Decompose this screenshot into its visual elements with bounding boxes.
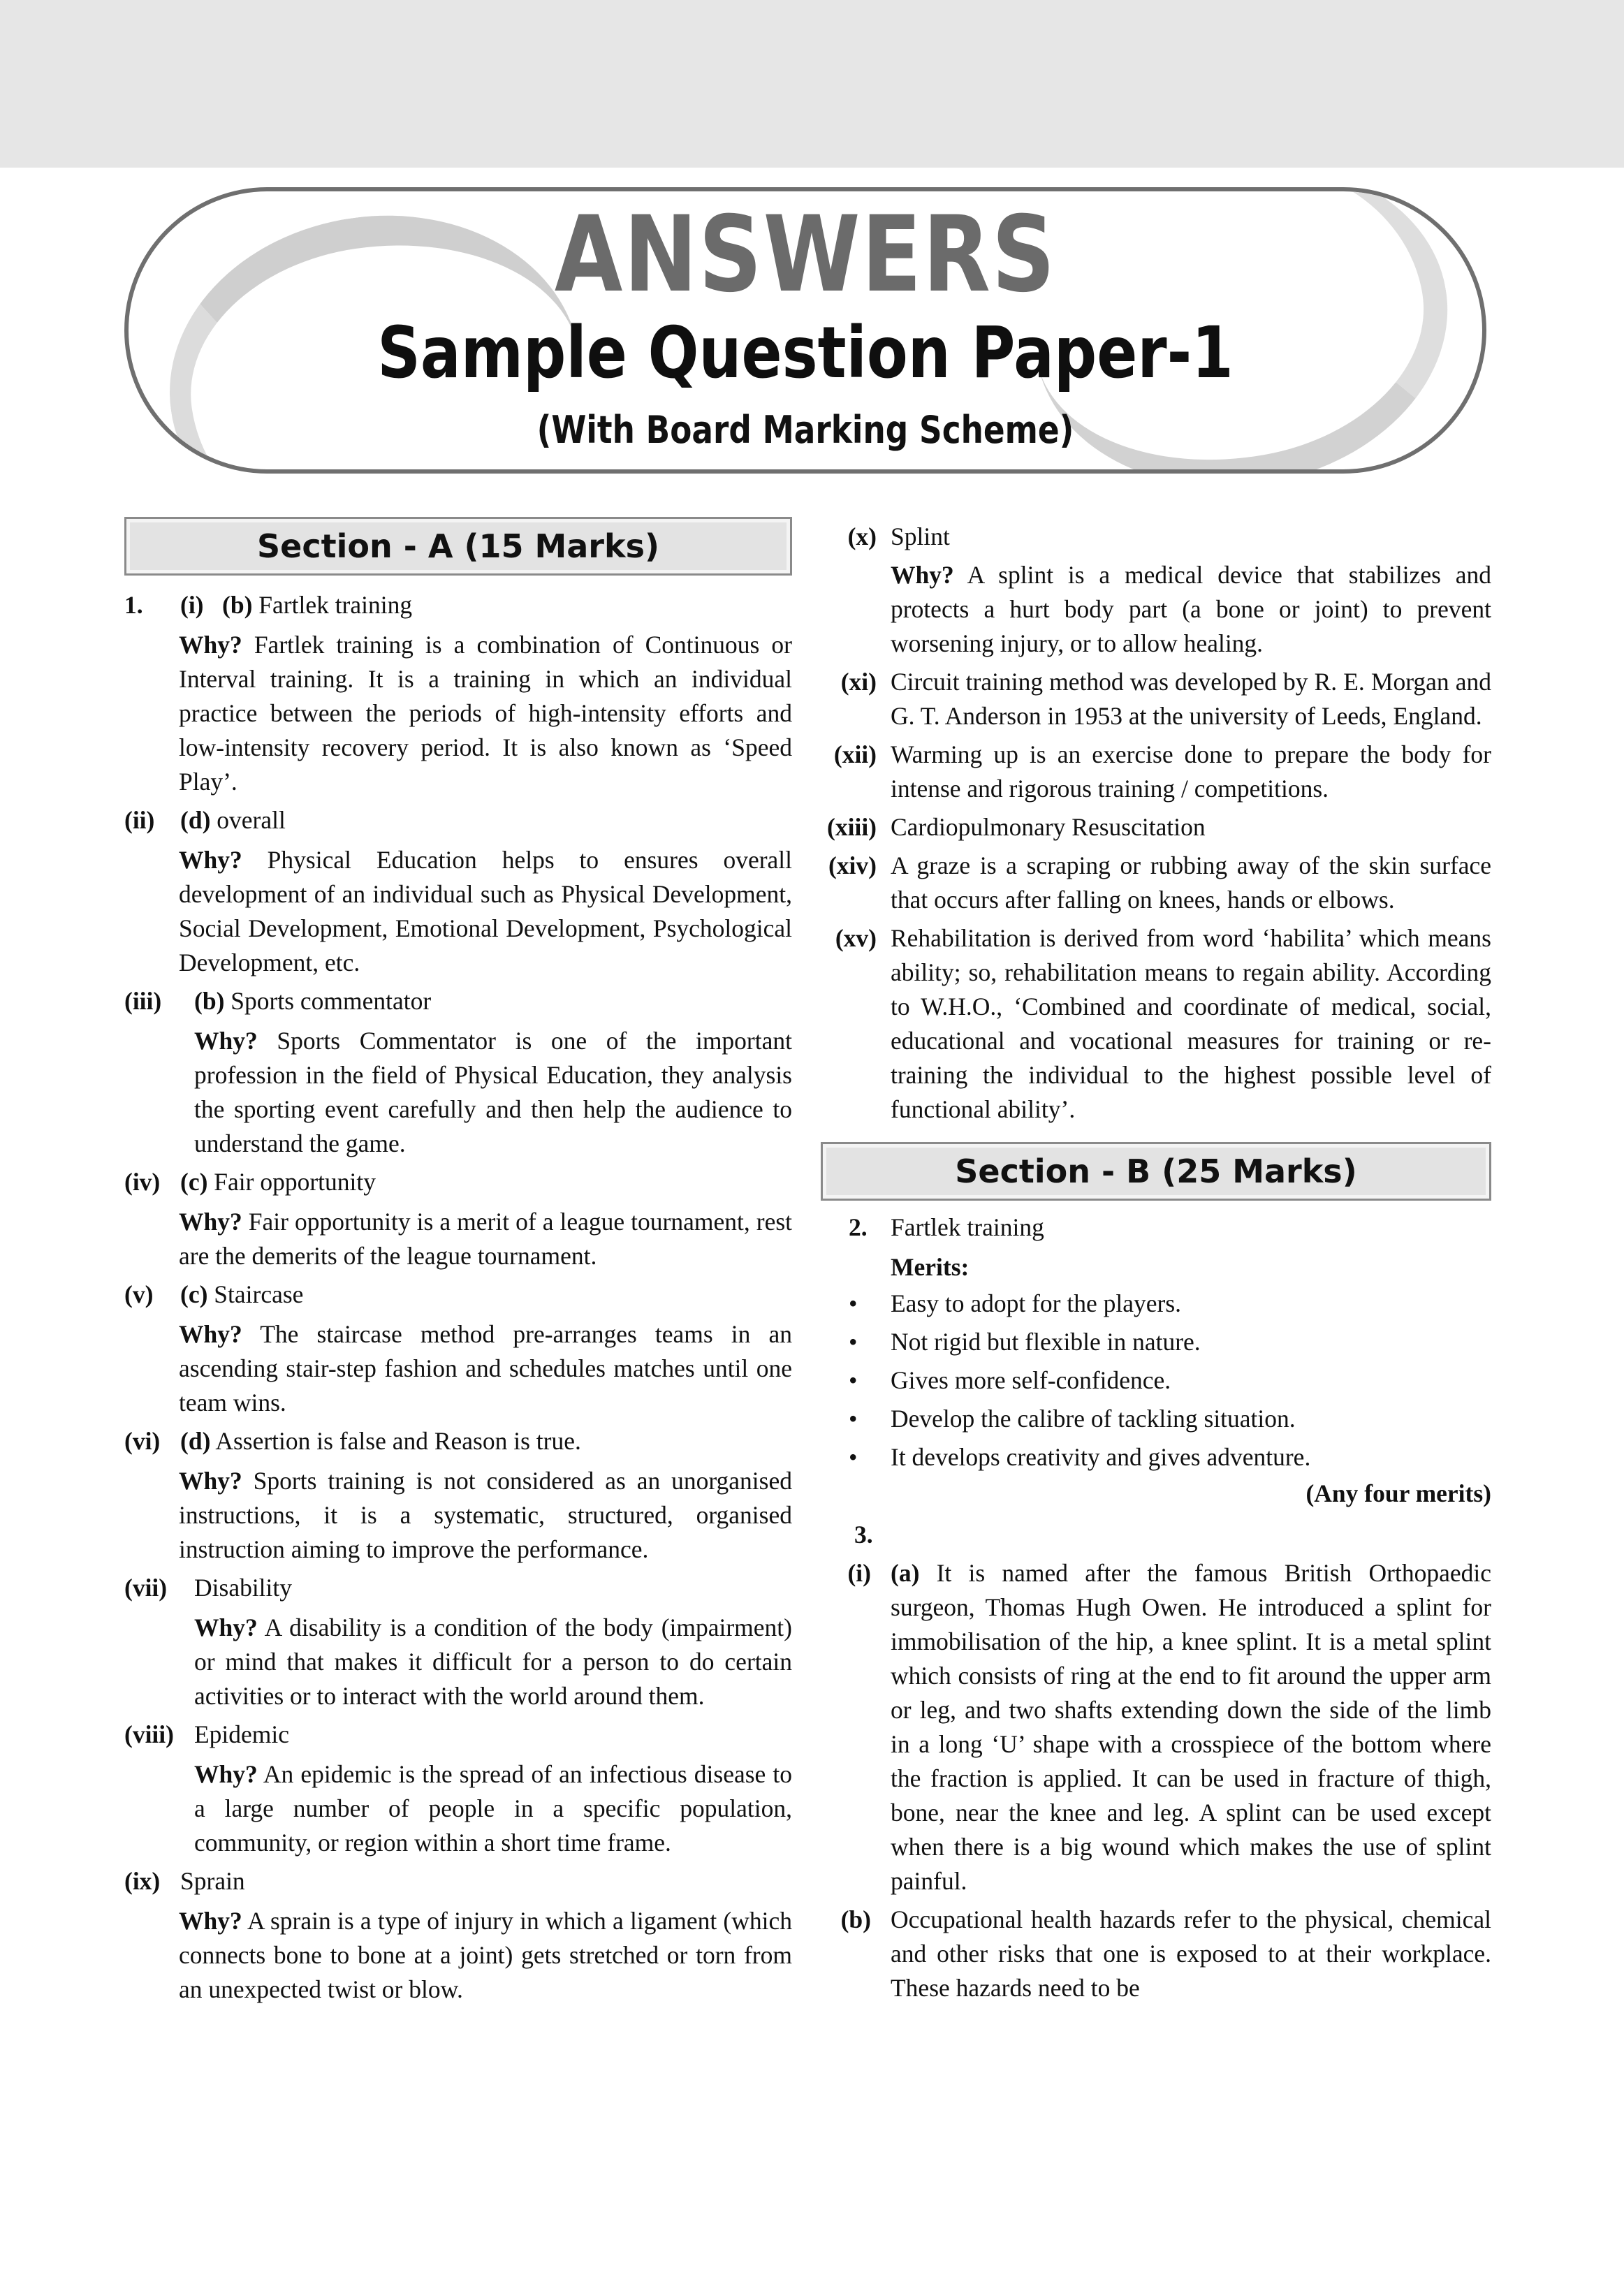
why-label: Why?: [179, 1907, 242, 1935]
bullet-icon: •: [849, 1443, 858, 1471]
option-label: (a): [891, 1559, 920, 1587]
part-text: Occupational health hazards refer to the physical, chemical and other risks that one is exposed to at their workplace. These hazards need to be: [891, 1905, 1491, 2002]
item-number: (iii): [124, 987, 162, 1015]
answer-item: [124, 1571, 792, 1713]
answer-text: Rehabilitation is derived from word ‘habilita’ which means ability; so, rehabilitation means to regain ability. According to W.H.O., ‘Combined and coordinate of medical, social, educational and vocational measures for training or re-training the individual to the highest possible level of functional ability’.: [891, 924, 1491, 1123]
merits-label: Merits:: [891, 1253, 970, 1281]
option-label: (b): [194, 987, 225, 1015]
answer-item: [124, 1165, 792, 1273]
item-number: (xii): [833, 740, 877, 768]
answer-item: [124, 984, 792, 1161]
answer-item: [124, 1424, 792, 1567]
answer-text: Epidemic: [194, 1720, 290, 1748]
item-number: (xi): [840, 668, 877, 696]
option-label: (c): [180, 1280, 208, 1308]
why-label: Why?: [194, 1027, 258, 1055]
why-text: The staircase method pre-arranges teams in an ascending stair-step fashion and schedules matches until one team wins.: [179, 1320, 793, 1416]
explanation: [124, 1024, 792, 1161]
item-number: (iv): [124, 1168, 161, 1196]
item-number: (ix): [124, 1867, 161, 1895]
answer-line: [124, 1718, 792, 1752]
bullet-icon: •: [849, 1289, 858, 1317]
why-label: Why?: [179, 631, 242, 659]
answer-body: [124, 1718, 792, 1752]
why-text: A disability is a condition of the body (impairment) or mind that makes it difficult for a person to do certain activities or to interact with the world around them.: [194, 1613, 792, 1710]
question-number: 2.: [849, 1213, 868, 1241]
answer-item: [124, 803, 792, 980]
part-number: (i): [847, 1559, 871, 1587]
item-number: (x): [847, 522, 877, 550]
answer-body: [124, 1424, 792, 1458]
option-label: (c): [180, 1168, 208, 1196]
merit-text: Not rigid but flexible in nature.: [891, 1328, 1201, 1356]
answer-text: A graze is a scraping or rubbing away of the skin surface that occurs after falling on knees, hands or elbows.: [891, 851, 1491, 914]
question-number: 3.: [854, 1521, 873, 1549]
answer-item: [821, 520, 1491, 661]
answer-body: [821, 849, 1491, 917]
answer-body: [124, 1278, 792, 1312]
paper-title: Sample Question Paper-1: [377, 312, 1234, 395]
item-number: (i): [180, 591, 204, 619]
part-number: (b): [840, 1905, 871, 1933]
item-number: (viii): [124, 1720, 174, 1748]
answer-line: [124, 1165, 792, 1199]
marks-note: (Any four merits): [1305, 1479, 1491, 1507]
answer-body: [124, 1571, 792, 1605]
answer-text: overall: [217, 806, 286, 834]
merit-text: Develop the calibre of tackling situation.: [891, 1405, 1296, 1433]
explanation: [124, 843, 792, 980]
answer-body: [124, 1165, 792, 1199]
answer-line: [124, 984, 792, 1018]
answer-line: [124, 1571, 792, 1605]
item-number: (vii): [124, 1574, 168, 1602]
title-banner: [124, 187, 1486, 474]
why-label: Why?: [179, 1208, 242, 1236]
item-number: (vi): [124, 1427, 161, 1455]
answer-line: [124, 1864, 792, 1898]
why-label: Why?: [179, 846, 242, 874]
item-number: (xiii): [827, 813, 877, 841]
merit-item: [821, 1400, 1491, 1438]
answer-body: [124, 588, 792, 622]
question-answer-title: Fartlek training: [891, 1213, 1044, 1241]
answer-text: Sprain: [180, 1867, 245, 1895]
section-a-heading: Section - A (15 Marks): [124, 517, 792, 576]
merit-item: [821, 1284, 1491, 1323]
part-text: It is named after the famous British Orthopaedic surgeon, Thomas Hugh Owen. He introduced a splint for immobilisation of the hip, a knee splint. It is a metal splint which consists of ring at the end to fit around the upper arm or leg, and two shafts extending down the side of the limb in a long ‘U’ shape with a crosspiece of the bottom where the fraction is applied. It can be used in fracture of thigh, bone, near the knee and leg. A splint can be used except when there is a big wound which makes the use of splint painful.: [891, 1559, 1491, 1895]
question-2: [821, 1210, 1491, 1511]
merit-item: [821, 1438, 1491, 1477]
answer-text: Warming up is an exercise done to prepare the body for intense and rigorous training / competitions.: [891, 740, 1491, 803]
explanation: [124, 1317, 792, 1420]
question-3: [821, 1518, 1491, 2005]
option-label: (b): [222, 591, 253, 619]
answer-text: Circuit training method was developed by R. E. Morgan and G. T. Anderson in 1953 at the university of Leeds, England.: [891, 668, 1491, 730]
bullet-icon: •: [849, 1366, 858, 1394]
option-label: (d): [180, 1427, 211, 1455]
explanation: [124, 1904, 792, 2007]
answer-body: [821, 665, 1491, 733]
merit-item: [821, 1323, 1491, 1361]
bullet-icon: •: [849, 1328, 858, 1356]
why-label: Why?: [179, 1467, 242, 1495]
answer-line: [124, 588, 792, 622]
question-title-row: [821, 1210, 1491, 1245]
answer-item: [124, 1278, 792, 1420]
option-label: (d): [180, 806, 211, 834]
why-label: Why?: [179, 1320, 242, 1348]
why-text: Physical Education helps to ensures overall development of an individual such as Physical Development, Social Development, Emotional Development, Psychological Development, etc.: [179, 846, 793, 976]
why-label: Why?: [194, 1760, 258, 1788]
explanation: [124, 1757, 792, 1860]
part-body: [821, 1556, 1491, 1898]
paper-note: (With Board Marking Scheme): [536, 408, 1074, 452]
answer-body: [821, 520, 1491, 661]
why-label: Why?: [891, 561, 954, 589]
explanation: [124, 1464, 792, 1567]
why-text: A sprain is a type of injury in which a ligament (which connects bone to bone at a joint) gets stretched or torn from an unexpected twist or blow.: [179, 1907, 793, 2003]
page-title: ANSWERS: [554, 194, 1057, 316]
merit-text: It develops creativity and gives adventure.: [891, 1443, 1311, 1471]
section-a-answers-continued: [821, 520, 1491, 1127]
answer-text: Splint: [891, 522, 950, 550]
top-margin-band: [0, 0, 1624, 168]
answer-part: [821, 1556, 1491, 1898]
part-body: [821, 1903, 1491, 2005]
answer-item: [821, 810, 1491, 844]
explanation: [124, 628, 792, 799]
answer-line: [124, 803, 792, 837]
item-number: (xiv): [828, 851, 877, 879]
explanation: [891, 558, 1491, 661]
item-number: (v): [124, 1280, 154, 1308]
answer-body: [821, 810, 1491, 844]
answer-text: Disability: [194, 1574, 293, 1602]
bullet-icon: •: [849, 1405, 858, 1433]
answer-body: [821, 921, 1491, 1127]
why-text: Fair opportunity is a merit of a league tournament, rest are the demerits of the league tournament.: [179, 1208, 792, 1270]
answer-text: Fair opportunity: [214, 1168, 376, 1196]
explanation: [124, 1611, 792, 1713]
why-label: Why?: [194, 1613, 258, 1641]
why-text: A splint is a medical device that stabilizes and protects a hurt body part (a bone or joint) to prevent worsening injury, or to allow healing.: [891, 561, 1491, 657]
item-number: (ii): [124, 806, 155, 834]
answer-text: Staircase: [214, 1280, 304, 1308]
answer-item: [124, 588, 792, 799]
right-column: [821, 520, 1491, 2005]
answer-item: [821, 921, 1491, 1127]
answer-body: [124, 803, 792, 837]
section-b-heading: Section - B (25 Marks): [821, 1142, 1491, 1201]
answer-line: [124, 1424, 792, 1458]
merit-text: Easy to adopt for the players.: [891, 1289, 1182, 1317]
answer-line: [124, 1278, 792, 1312]
answer-item: [821, 665, 1491, 733]
answer-item: [124, 1864, 792, 2007]
answer-body: [124, 984, 792, 1018]
answer-item: [821, 738, 1491, 806]
answer-text: Cardiopulmonary Resuscitation: [891, 813, 1206, 841]
item-number: (xv): [835, 924, 877, 952]
answer-item: [821, 849, 1491, 917]
section-a-answers: [124, 588, 792, 2007]
answer-part: [821, 1903, 1491, 2005]
answer-text: Fartlek training: [258, 591, 413, 619]
answer-text: Sports commentator: [231, 987, 432, 1015]
answer-body: [124, 1864, 792, 1898]
merit-text: Gives more self-confidence.: [891, 1366, 1171, 1394]
why-text: An epidemic is the spread of an infectious disease to a large number of people in a specific population, community, or region within a short time frame.: [194, 1760, 792, 1857]
why-text: Fartlek training is a combination of Continuous or Interval training. It is a training in which an individual practice between the periods of high-intensity efforts and low-intensity recovery period. It is also known as ‘Speed Play’.: [179, 631, 792, 796]
why-text: Sports training is not considered as an unorganised instructions, it is a systematic, structured, organised instruction aiming to improve the performance.: [179, 1467, 792, 1563]
explanation: [124, 1205, 792, 1273]
answer-body: [821, 738, 1491, 806]
answer-item: [124, 1718, 792, 1860]
merit-item: [821, 1361, 1491, 1400]
question-number: 1.: [124, 591, 143, 619]
answer-text: Assertion is false and Reason is true.: [215, 1427, 581, 1455]
why-text: Sports Commentator is one of the important profession in the field of Physical Education, they analysis the sporting event carefully and then help the audience to understand the game.: [194, 1027, 792, 1157]
left-column: [124, 517, 792, 2011]
